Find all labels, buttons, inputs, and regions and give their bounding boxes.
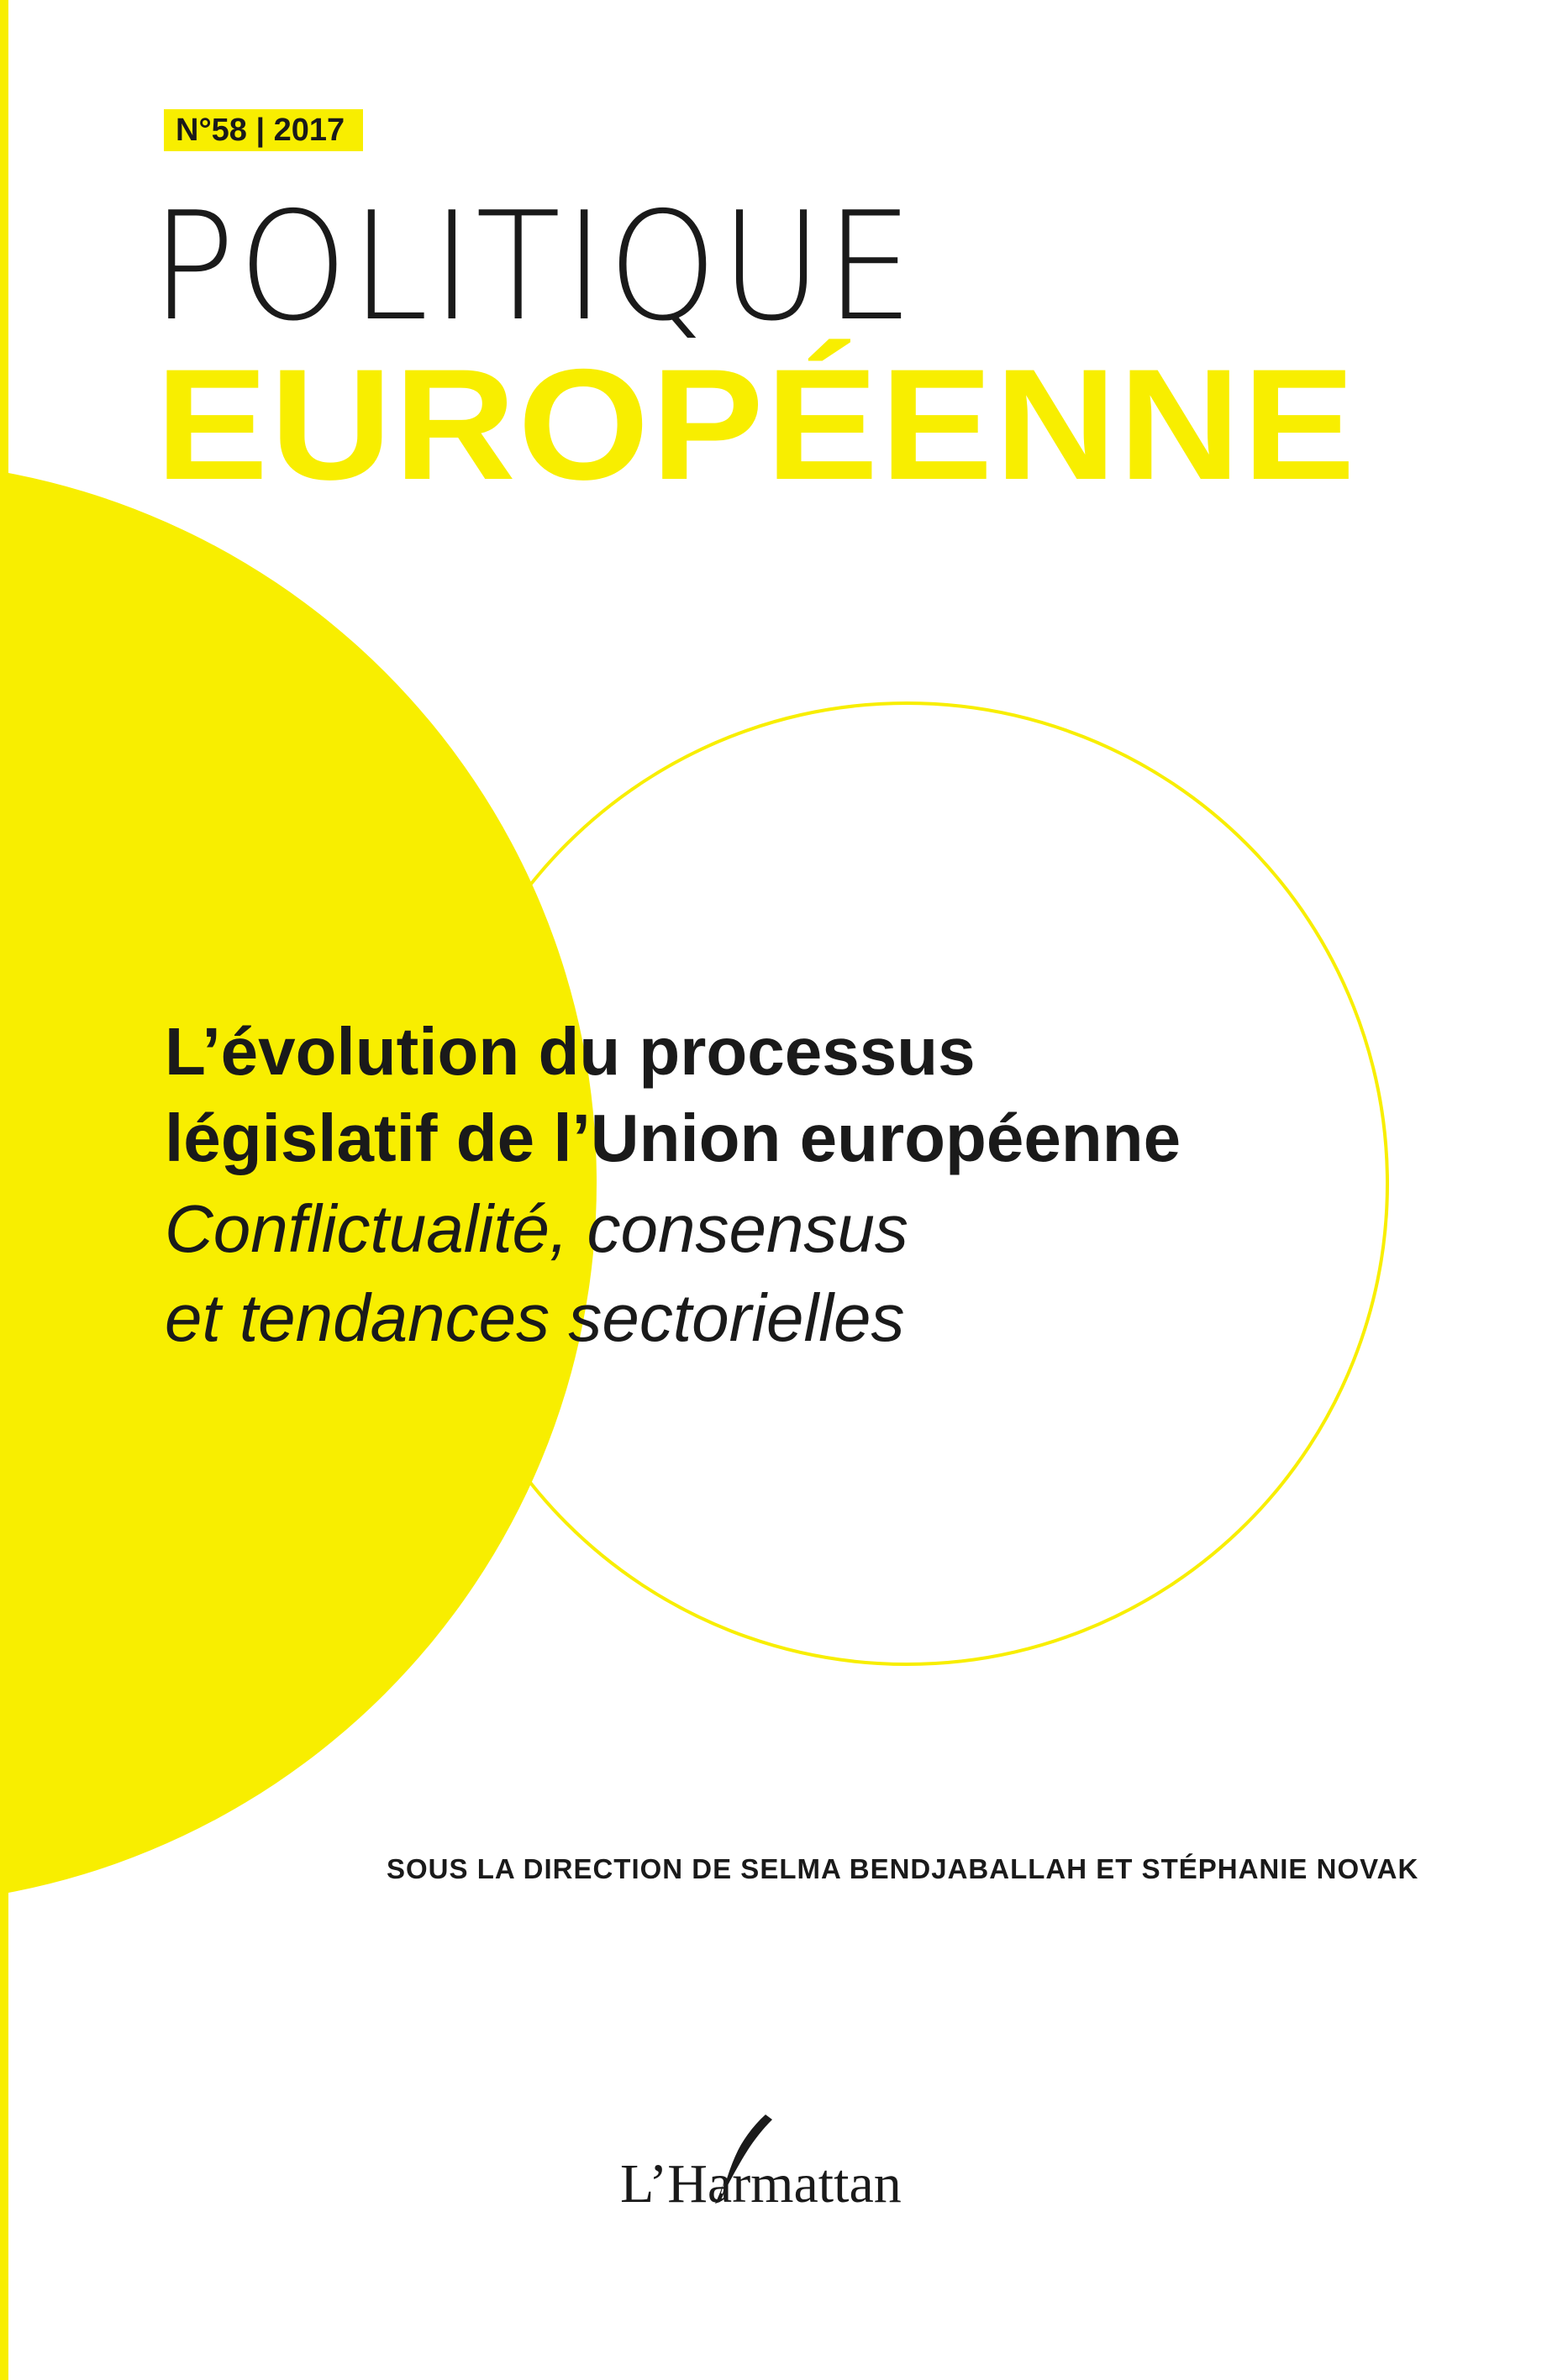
issue-headline-line1: L’évolution du processus	[165, 1014, 976, 1089]
issue-headline-line2: législatif de l’Union européenne	[165, 1101, 1181, 1175]
publisher-logo	[620, 2134, 973, 2235]
issue-subheadline-line1: Conflictualité, consensus	[165, 1191, 908, 1266]
journal-title-politique: POLITIQUE	[151, 180, 917, 354]
journal-title-europeenne: EUROPÉENNE	[155, 336, 1357, 512]
editors-credit: SOUS LA DIRECTION DE SELMA BENDJABALLAH ET STÉPHANIE NOVAK	[387, 1853, 1419, 1884]
solid-yellow-circle	[0, 460, 597, 1905]
issue-headline	[165, 1008, 1181, 1181]
issue-subheadline-line2: et tendances sectorielles	[165, 1280, 905, 1355]
issue-subheadline	[165, 1185, 908, 1363]
issue-number-badge: N°58 | 2017	[164, 109, 363, 151]
publisher-name: L’Harmattan	[620, 2153, 902, 2215]
